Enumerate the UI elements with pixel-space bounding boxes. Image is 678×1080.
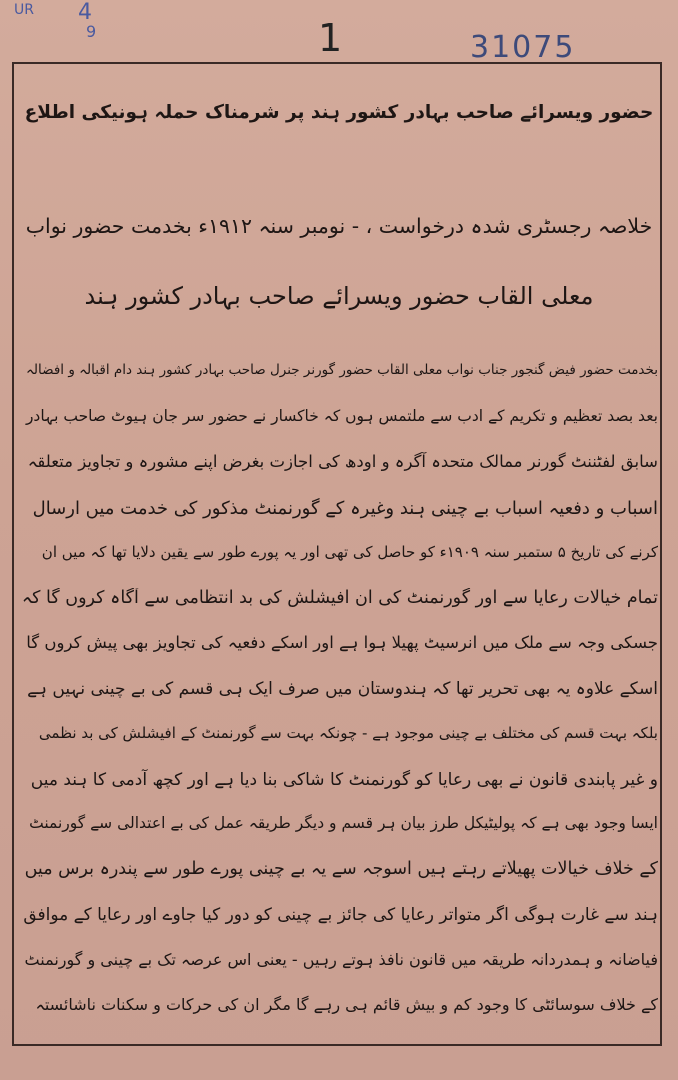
body-line: ایسا وجود بھی ہے کہ پولیٹیکل طرز بیان ہر قسم و دیگر طریقہ عمل کی بے اعتدالی سے گورنمنٹ (29, 814, 658, 832)
subtitle-line-2: معلی القاب حضور ویسرائے صاحب بہادر کشور ہند (84, 282, 594, 310)
body-line: بعد بصد تعظیم و تکریم کے ادب سے ملتمس ہوں کہ خاکسار نے حضور سر جان ہیوٹ صاحب بہادر (25, 407, 658, 426)
body-line: فیاضانہ و ہمدردانہ طریقہ میں قانون نافذ ہوتے رہیں - یعنی اس عرصہ تک بے چینی و گورنمنٹ (24, 949, 658, 969)
margin-note-folio-top: 4 (78, 0, 92, 25)
body-line: جسکی وجہ سے ملک میں انرسیٹ پھیلا ہوا ہے اور اسکے دفعیہ کی تجاویز بھی پیش کروں گا (26, 633, 658, 653)
body-line: ہند سے غارت ہوگی اگر متواتر رعایا کی جائز بے چینی کو دور کیا جاوے اور رعایا کے موافق (23, 905, 658, 926)
margin-note-left: UR (14, 2, 34, 18)
body-line: کے خلاف خیالات پھیلاتے رہتے ہیں اسوجہ سے یہ بے چینی پورے طور سے پندرہ برس میں (24, 859, 658, 880)
body-line: اسباب و دفعیہ اسباب بے چینی ہند وغیرہ کے گورنمنٹ مذکور کی خدمت میں ارسال (32, 497, 658, 519)
margin-note-folio-bottom: 9 (86, 22, 97, 41)
page-number: 1 (318, 16, 343, 60)
body-line: کے خلاف سوسائٹی کا وجود کم و بیش قائم ہی رہے گا مگر ان کی حرکات و سکنات ناشائستہ (35, 994, 658, 1014)
document-title: حضور ویسرائے صاحب بہادر کشور ہند پر شرمناک حملہ ہونیکی اطلاع (24, 102, 654, 123)
body-line: کرنے کی تاریخ ۵ ستمبر سنہ ۱۹۰۹ء کو حاصل کی تھی اور یہ پورے طور سے یقین دلایا تھا کہ میں ان (41, 542, 658, 561)
body-line: تمام خیالات رعایا سے اور گورنمنٹ کی ان افیشلش کی بد انتظامی سے آگاہ کروں گا کہ (22, 588, 658, 608)
body-line: بخدمت حضور فیض گنجور جناب نواب معلی القاب حضور گورنر جنرل صاحب بہادر کشور ہند دام اقبالہ و افضالہ (26, 362, 658, 378)
body-line: سابق لفٹننٹ گورنر ممالک متحدہ آگرہ و اودھ کی اجازت بغرض اپنے مشورہ و تجاویز متعلقہ (27, 452, 658, 472)
subtitle-line-1: خلاصہ رجسٹری شدہ درخواست ، - نومبر سنہ ۱۹۱۲ء بخدمت حضور نواب (25, 214, 653, 238)
body-line: اسکے علاوہ یہ بھی تحریر تھا کہ ہندوستان میں صرف ایک ہی قسم کی بے چینی نہیں ہے (27, 679, 658, 700)
accession-number: 31075 (470, 30, 576, 65)
body-line: و غیر پابندی قانون نے بھی رعایا کو گورنمنٹ کا شاکی بنا دیا ہے اور کچھ آدمی کا ہند میں (30, 769, 658, 790)
body-line: بلکہ بہت قسم کی مختلف بے چینی موجود ہے - چونکہ بہت سے گورنمنٹ کے افیشلش کی بد نظمی (38, 723, 658, 742)
